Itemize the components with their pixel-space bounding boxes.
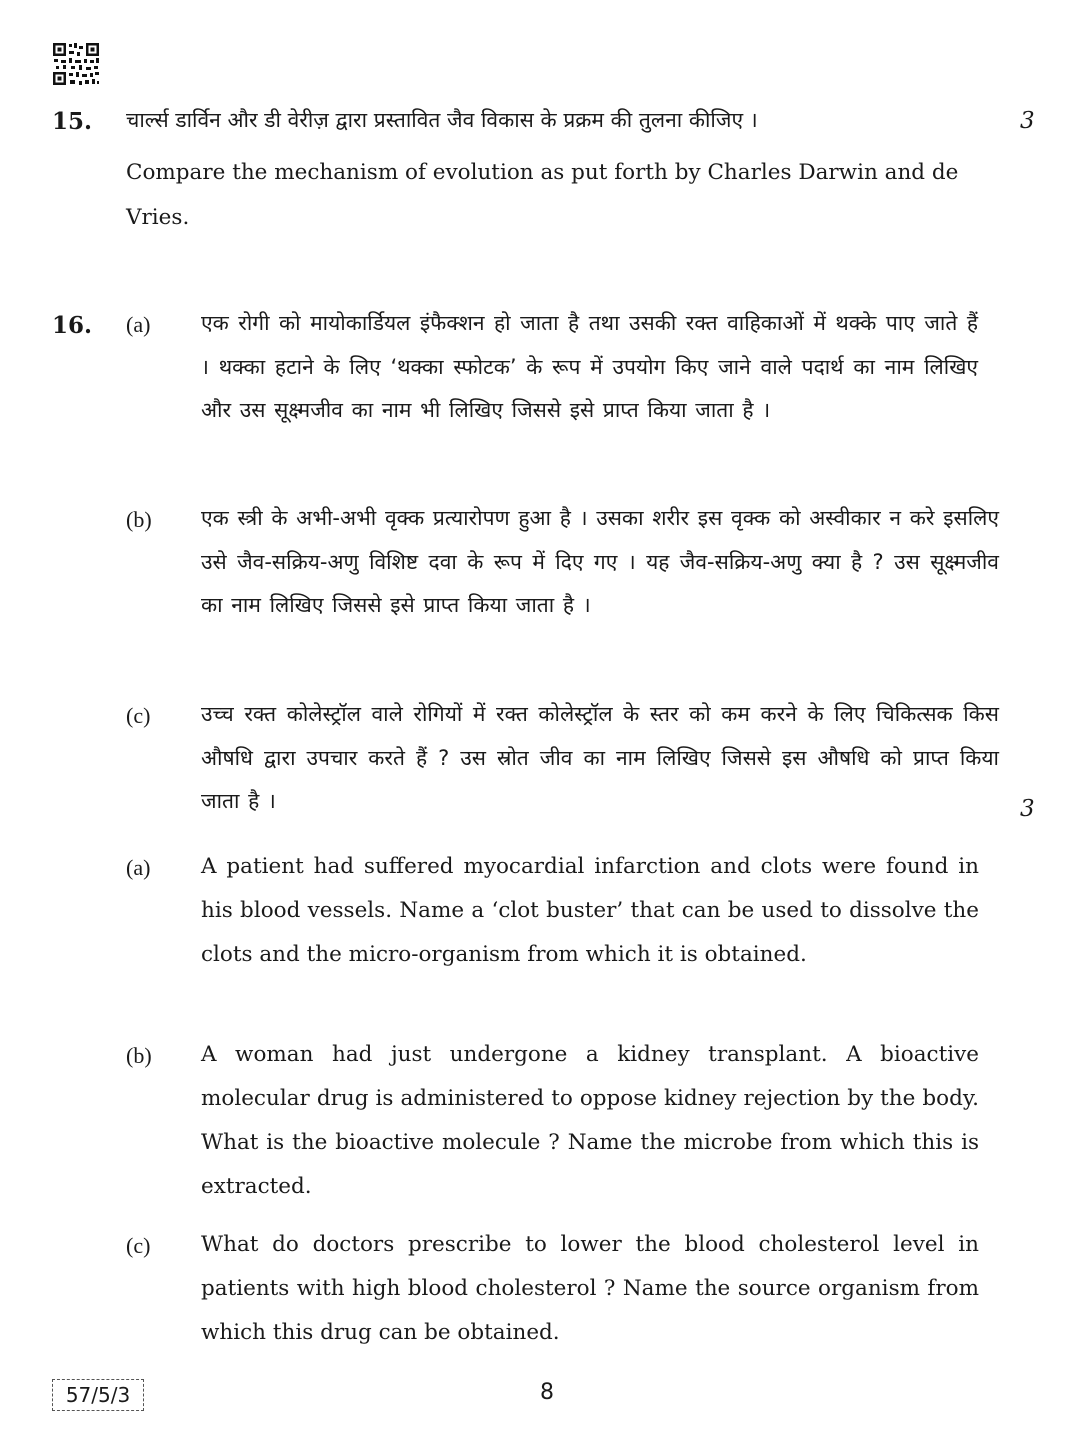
question-number-15: 15. bbox=[52, 108, 93, 135]
question-15-hindi: चार्ल्स डार्विन और डी वेरीज़ द्वारा प्रस्तावित जैव विकास के प्रक्रम की तुलना कीजिए । bbox=[126, 108, 758, 132]
page-number: 8 bbox=[540, 1380, 554, 1405]
q16-english-b-text: A woman had just undergone a kidney transplant. A bioactive molecular drug is administered to oppose kidney rejection by the body. What is the bioactive molecule ? Name the microbe from which this is extracted. bbox=[201, 1042, 979, 1199]
question-15-english: Compare the mechanism of evolution as put forth by Charles Darwin and de Vries. bbox=[126, 160, 959, 230]
q16-hindi-c-text: उच्च रक्त कोलेस्ट्रॉल वाले रोगियों में रक्त कोलेस्ट्रॉल के स्तर को कम करने के लिए चिकित्सक किस औषधि द्वारा उपचार करते हैं ? उस स्रोत जीव का नाम लिखिए जिससे इस औषधि को प्राप्त किया जाता है । bbox=[201, 702, 999, 814]
question-16-marks: 3 bbox=[1020, 796, 1035, 822]
q16-hindi-a-label: (a) bbox=[126, 312, 151, 337]
q16-hindi-b-label: (b) bbox=[126, 507, 152, 532]
q16-english-c-text: What do doctors prescribe to lower the blood cholesterol level in patients with high blood cholesterol ? Name the source organism from which this drug can be obtained. bbox=[201, 1232, 979, 1345]
q16-english-c-label: (c) bbox=[126, 1233, 151, 1258]
qr-code-icon bbox=[52, 42, 100, 86]
question-15-marks: 3 bbox=[1020, 108, 1035, 134]
q16-english-a-text: A patient had suffered myocardial infarction and clots were found in his blood vessels. Name a ‘clot buster’ that can be used to dissolve the clots and the micro-organism from which it is obtained. bbox=[201, 854, 979, 967]
q16-english-b-label: (b) bbox=[126, 1043, 152, 1068]
q16-hindi-c-label: (c) bbox=[126, 703, 151, 728]
question-number-16: 16. bbox=[52, 312, 93, 339]
q16-english-a-label: (a) bbox=[126, 855, 151, 880]
q16-hindi-a-text: एक रोगी को मायोकार्डियल इंफैक्शन हो जाता है तथा उसकी रक्त वाहिकाओं में थक्के पाए जाते हैं । थक्का हटाने के लिए ‘थक्का स्फोटक’ के रूप में उपयोग किए जाने वाले पदार्थ का नाम लिखिए और उस सूक्ष्मजीव का नाम भी लिखिए जिससे इसे प्राप्त किया जाता है । bbox=[201, 311, 978, 423]
paper-code: 57/5/3 bbox=[52, 1379, 144, 1411]
q16-hindi-b-text: एक स्त्री के अभी-अभी वृक्क प्रत्यारोपण हुआ है । उसका शरीर इस वृक्क को अस्वीकार न करे इसलिए उसे जैव-सक्रिय-अणु विशिष्ट दवा के रूप में दिए गए । यह जैव-सक्रिय-अणु क्या है ? उस सूक्ष्मजीव का नाम लिखिए जिससे इसे प्राप्त किया जाता है । bbox=[201, 506, 999, 618]
